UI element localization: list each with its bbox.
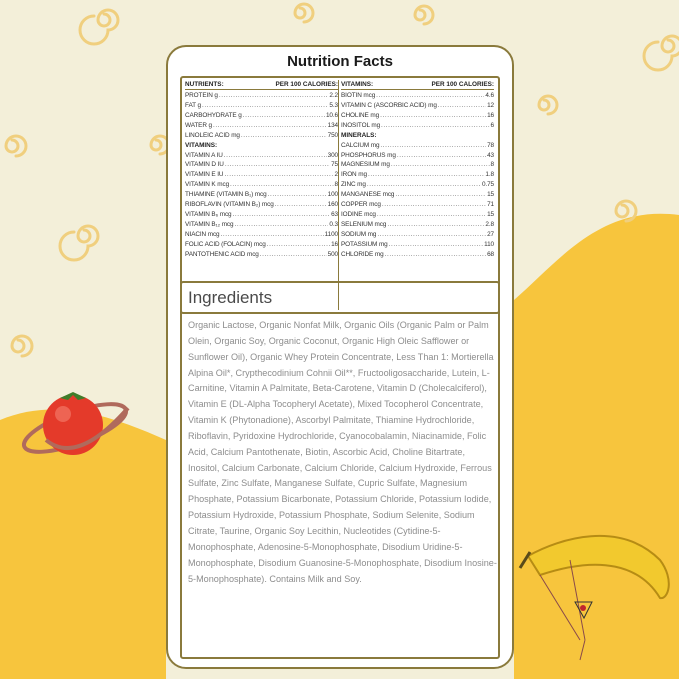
nutrient-value: 134	[327, 121, 338, 129]
mineral-row	[341, 210, 494, 220]
dot-leader	[213, 121, 327, 131]
nutrient-value: 0.75	[481, 181, 494, 189]
nutrient-row	[185, 101, 338, 111]
vitamins-header-label: VITAMINS:	[341, 81, 374, 88]
nutrient-value: 75	[331, 161, 338, 169]
nutrient-label: INOSITOL mg	[341, 121, 381, 129]
swirl-icon	[539, 96, 557, 114]
mineral-row	[341, 220, 494, 230]
nutrient-value: 27	[487, 230, 494, 238]
nutrient-label: BIOTIN mcg	[341, 92, 376, 99]
mineral-row	[341, 180, 494, 190]
nutrient-value: 15	[487, 191, 494, 199]
nutrient-value: 2.2	[329, 92, 338, 99]
mineral-row	[341, 230, 494, 240]
nutrient-label: PHOSPHORUS mg	[341, 151, 396, 159]
dot-leader	[382, 200, 486, 210]
minerals-list	[341, 141, 494, 260]
nutrient-row	[185, 111, 338, 121]
vitamins-header	[341, 81, 494, 90]
vitamins-header-unit: PER 100 CALORIES:	[431, 81, 494, 88]
mineral-row	[341, 160, 494, 170]
nutrient-label: CHOLINE mg	[341, 111, 380, 119]
vitamin-row	[185, 240, 338, 250]
nutrient-row	[185, 91, 338, 101]
dot-leader	[391, 160, 490, 170]
nutrient-label: CHLORIDE mg	[341, 250, 384, 258]
nutrient-value: 5.3	[329, 101, 338, 109]
dot-leader	[233, 210, 331, 220]
dot-leader	[380, 141, 486, 151]
nutrient-label: SELENIUM mcg	[341, 220, 387, 228]
vitamin-row	[185, 190, 338, 200]
nutrient-value: 110	[484, 240, 494, 248]
nutrient-label: SODIUM mg	[341, 230, 377, 238]
vitamins-section-label: VITAMINS:	[185, 141, 218, 149]
nutrient-label: THIAMINE (VITAMIN B₁) mcg	[185, 191, 267, 199]
nutrient-value: 16	[331, 240, 338, 248]
nutrient-value: 500	[327, 250, 338, 258]
ingredients-title: Ingredients	[188, 288, 273, 307]
nutrient-value: 16	[487, 111, 494, 119]
dot-leader	[376, 91, 484, 101]
dot-leader	[243, 111, 325, 121]
nutrient-value: 2.8	[485, 220, 494, 228]
vitamins-list	[185, 151, 338, 260]
dot-leader	[221, 230, 324, 240]
nutrient-label: COPPER mcg	[341, 201, 381, 209]
dot-leader	[438, 101, 486, 111]
nutrient-value: 8	[334, 181, 338, 189]
nutrient-value: 4.6	[485, 92, 494, 99]
nutrition-card	[166, 45, 514, 669]
mineral-row	[341, 250, 494, 260]
dot-leader	[395, 190, 486, 200]
nutrient-value: 160	[327, 201, 338, 209]
yellow-wave-right	[514, 214, 679, 679]
nutrient-label: PROTEIN g	[185, 92, 218, 99]
swirl-icon	[616, 201, 636, 221]
mineral-row	[341, 190, 494, 200]
vitamin-row	[341, 121, 494, 131]
nutrient-label: VITAMIN A IU	[185, 151, 223, 159]
nutrition-facts-title: Nutrition Facts	[287, 53, 393, 70]
nutrient-row	[185, 121, 338, 131]
dot-leader	[381, 121, 490, 131]
vitamin-row	[185, 230, 338, 240]
nutrient-label: NIACIN mcg	[185, 230, 220, 238]
nutrients-header-label: NUTRIENTS:	[185, 81, 224, 88]
nutrient-value: 68	[487, 250, 494, 258]
nutrient-value: 2	[334, 171, 338, 179]
dot-leader	[267, 240, 330, 250]
swirl-icon	[80, 10, 118, 44]
vitamin-row	[185, 210, 338, 220]
nutrient-label: VITAMIN C (ASCORBIC ACID) mg	[341, 101, 437, 109]
column-divider	[338, 80, 339, 310]
swirl-icon	[644, 36, 679, 70]
dot-leader	[389, 240, 483, 250]
nutrient-value: 15	[487, 210, 494, 218]
nutrients-header-unit: PER 100 CALORIES:	[275, 81, 338, 88]
vitamin-row	[185, 200, 338, 210]
minerals-section-label: MINERALS:	[341, 131, 377, 139]
dot-leader	[380, 111, 486, 121]
nutrient-label: ZINC mg	[341, 181, 366, 189]
dot-leader	[368, 170, 484, 180]
dot-leader	[202, 101, 328, 111]
swirl-icon	[12, 336, 32, 356]
dot-leader	[241, 131, 327, 141]
ingredients-text: Organic Lactose, Organic Nonfat Milk, Organic Oils (Organic Palm or Palm Olein, Organic Soy, Organic Coconut, Organic High Oleic Safflower or Sunflower Oil), Organic Whey Protein Concentrate, Less Than 1: Mortierella Alpina Oil*, Crypthecodinium Cohnii Oil**, Fructooligosaccharide, Lutein, L-Carnitine, Vitamin A Palmitate, Beta-Carotene, Vitamin D (Cholecalciferol), Vitamin E (DL-Alpha Tocopheryl Acetate), Mixed Tocopherol Concentrate, Vitamin K (Phytonadione), Ascorbyl Palmitate, Thiamine Hydrochloride, Riboflavin, Pyridoxine Hydrochloride, Cyanocobalamin, Niacinamide, Folic Acid, Calcium Pantothenate, Biotin, Ascorbic Acid, Choline Bitartrate, Inositol, Calcium Carbonate, Calcium Chloride, Calcium Hydroxide, Ferrous Sulfate, Zinc Sulfate, Manganese Sulfate, Cupric Sulfate, Magnesium Phosphate, Potassium Bicarbonate, Potassium Chloride, Potassium Iodide, Potassium Hydroxide, Potassium Phosphate, Sodium Selenite, Sodium Citrate, Taurine, Organic Soy Lecithin, Nucleotides (Cytidine-5-Monophosphate, Adenosine-5-Monophosphate, Disodium Uridine-5-Monophosphate, Disodium Guanosine-5-Monophosphate, Disodium Inosine-5-Monophosphate). Contains Milk and Soy.	[188, 320, 497, 584]
nutrient-label: IODINE mcg	[341, 210, 376, 218]
nutrient-value: 1.8	[485, 171, 494, 179]
swirl-icon	[295, 4, 313, 22]
dot-leader	[377, 230, 486, 240]
nutrient-value: 6	[490, 121, 494, 129]
vitamin-row	[185, 160, 338, 170]
vitamin-row	[185, 250, 338, 260]
vitamin-row	[185, 151, 338, 161]
dot-leader	[234, 220, 328, 230]
nutrient-value: 100	[327, 191, 338, 199]
dot-leader	[260, 250, 327, 260]
nutrient-label: MANGANESE mcg	[341, 191, 395, 199]
mineral-row	[341, 151, 494, 161]
nutrient-value: 78	[487, 141, 494, 149]
nutrient-label: VITAMIN E IU	[185, 171, 224, 179]
nutrient-value: 750	[327, 131, 338, 139]
nutrient-value: 71	[487, 201, 494, 209]
vitamin-row	[341, 101, 494, 111]
nutrient-value: 0.3	[329, 220, 338, 228]
dot-leader	[224, 151, 327, 161]
dot-leader	[225, 160, 330, 170]
dot-leader	[268, 190, 327, 200]
swirl-icon	[6, 136, 26, 156]
dot-leader	[385, 250, 487, 260]
nutrient-label: WATER g	[185, 121, 212, 129]
nutrient-label: LINOLEIC ACID mg	[185, 131, 240, 139]
dot-leader	[377, 210, 486, 220]
dot-leader	[387, 220, 484, 230]
nutrients-column	[185, 81, 338, 260]
mineral-row	[341, 200, 494, 210]
nutrient-value: 63	[331, 210, 338, 218]
nutrient-label: VITAMIN K mcg	[185, 181, 230, 189]
dot-leader	[397, 151, 486, 161]
nutrients-header	[185, 81, 338, 90]
vitamin-row	[185, 170, 338, 180]
nutrient-label: VITAMIN D IU	[185, 161, 224, 169]
nutrient-label: CALCIUM mg	[341, 141, 380, 149]
mineral-row	[341, 240, 494, 250]
nutrient-label: CARBOHYDRATE g	[185, 111, 242, 119]
nutrient-label: MAGNESIUM mg	[341, 161, 390, 169]
mineral-row	[341, 141, 494, 151]
vitamins-right-list	[341, 91, 494, 131]
dot-leader	[219, 91, 329, 101]
nutrient-label: POTASSIUM mg	[341, 240, 388, 248]
ingredients-box	[180, 281, 500, 659]
nutrient-value: 1100	[324, 230, 338, 238]
nutrient-value: 43	[487, 151, 494, 159]
nutrient-value: 8	[490, 161, 494, 169]
nutrients-list	[185, 91, 338, 141]
dot-leader	[230, 180, 334, 190]
nutrient-label: VITAMIN B₁₂ mcg	[185, 220, 234, 228]
dot-leader	[367, 180, 481, 190]
vitamin-row	[341, 91, 494, 101]
vitamins-column	[341, 81, 494, 260]
nutrient-label: IRON mg	[341, 171, 367, 179]
nutrient-label: VITAMIN B₆ mcg	[185, 210, 232, 218]
nutrient-label: FAT g	[185, 101, 201, 109]
vitamin-row	[341, 111, 494, 121]
nutrient-value: 10.6	[325, 111, 338, 119]
nutrient-value: 300	[327, 151, 338, 159]
vitamin-row	[185, 180, 338, 190]
nutrient-label: PANTOTHENIC ACID mcg	[185, 250, 259, 258]
dot-leader	[224, 170, 333, 180]
nutrient-value: 12	[487, 101, 494, 109]
nutrient-label: FOLIC ACID (FOLACIN) mcg	[185, 240, 266, 248]
nutrition-facts-table	[180, 76, 500, 314]
nutrient-label: RIBOFLAVIN (VITAMIN B₂) mcg	[185, 201, 274, 209]
swirl-icon	[60, 226, 98, 260]
nutrient-row	[185, 131, 338, 141]
dot-leader	[275, 200, 327, 210]
vitamin-row	[185, 220, 338, 230]
mineral-row	[341, 170, 494, 180]
swirl-icon	[415, 6, 433, 24]
